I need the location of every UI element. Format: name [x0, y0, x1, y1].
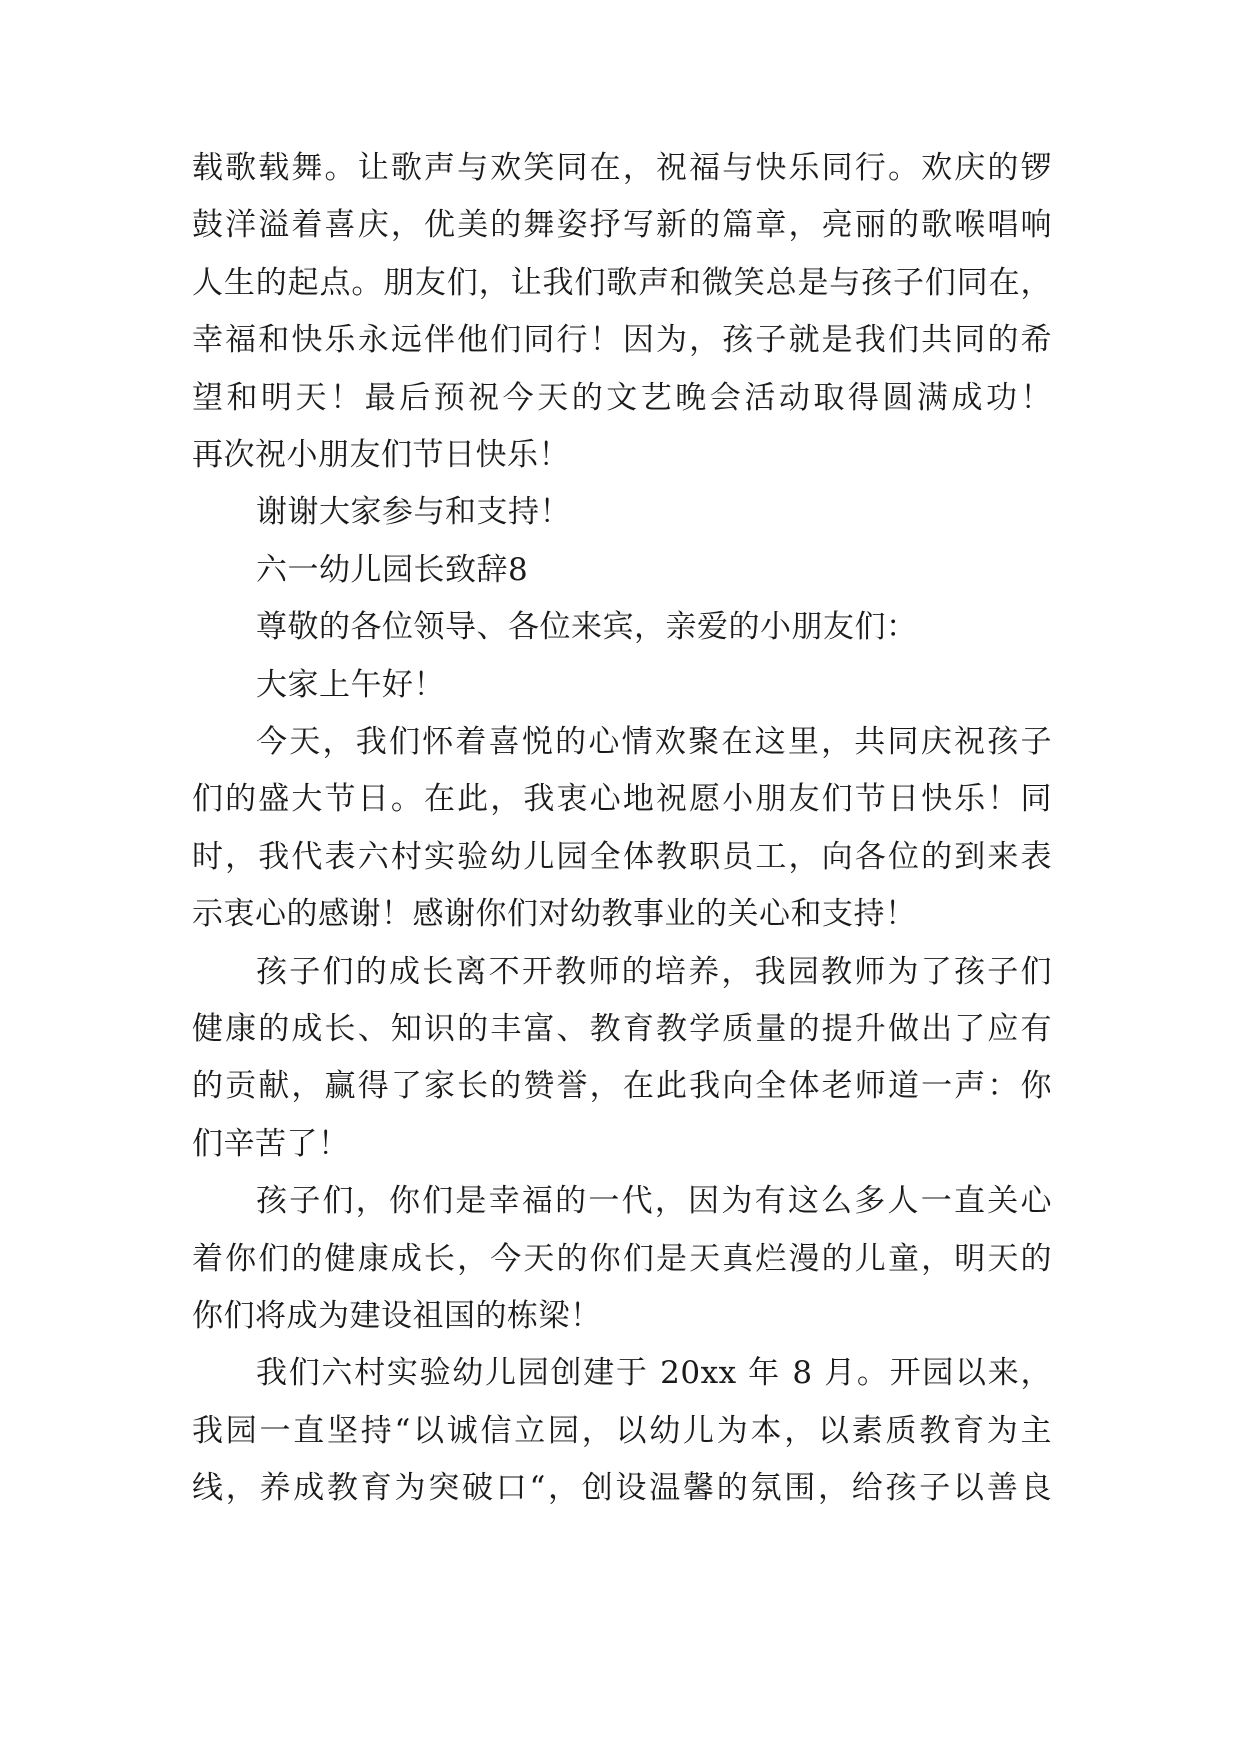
text-line-23: 我园一直坚持“以诚信立园，以幼儿为本，以素质教育为主 [192, 1413, 1052, 1449]
text-line-1: 载歌载舞。让歌声与欢笑同在，祝福与快乐同行。欢庆的锣 [192, 150, 1052, 186]
text-line-4: 幸福和快乐永远伴他们同行！因为，孩子就是我们共同的希 [192, 322, 1052, 358]
text-line-12: 们的盛大节日。在此，我衷心地祝愿小朋友们节日快乐！同 [192, 781, 1052, 817]
greeting: 大家上午好！ [256, 667, 445, 703]
text-line-22: 我们六村实验幼儿园创建于 20xx 年 8 月。开园以来， [256, 1355, 1052, 1391]
text-line-20: 着你们的健康成长，今天的你们是天真烂漫的儿童，明天的 [192, 1241, 1052, 1277]
text-line-5: 望和明天！最后预祝今天的文艺晚会活动取得圆满成功！ [192, 380, 1052, 416]
section-heading: 六一幼儿园长致辞8 [256, 552, 529, 588]
text-line-13: 时，我代表六村实验幼儿园全体教职员工，向各位的到来表 [192, 839, 1052, 875]
text-line-17: 的贡献，赢得了家长的赞誉，在此我向全体老师道一声：你 [192, 1068, 1052, 1104]
text-line-7: 谢谢大家参与和支持！ [256, 494, 571, 530]
text-line-11: 今天，我们怀着喜悦的心情欢聚在这里，共同庆祝孩子 [256, 724, 1052, 760]
text-line-21: 你们将成为建设祖国的栋梁！ [192, 1298, 602, 1334]
salutation: 尊敬的各位领导、各位来宾，亲爱的小朋友们： [256, 609, 918, 645]
text-line-19: 孩子们，你们是幸福的一代，因为有这么多人一直关心 [256, 1183, 1052, 1219]
text-line-16: 健康的成长、知识的丰富、教育教学质量的提升做出了应有 [192, 1011, 1052, 1047]
text-line-18: 们辛苦了！ [192, 1126, 350, 1162]
text-line-15: 孩子们的成长离不开教师的培养，我园教师为了孩子们 [256, 954, 1052, 990]
text-line-3: 人生的起点。朋友们，让我们歌声和微笑总是与孩子们同在， [192, 265, 1052, 301]
text-line-14: 示衷心的感谢！感谢你们对幼教事业的关心和支持！ [192, 896, 917, 932]
text-line-2: 鼓洋溢着喜庆，优美的舞姿抒写新的篇章，亮丽的歌喉唱响 [192, 207, 1052, 243]
text-line-6: 再次祝小朋友们节日快乐！ [192, 437, 570, 473]
text-line-24: 线，养成教育为突破口“，创设温馨的氛围，给孩子以善良 [192, 1470, 1052, 1506]
